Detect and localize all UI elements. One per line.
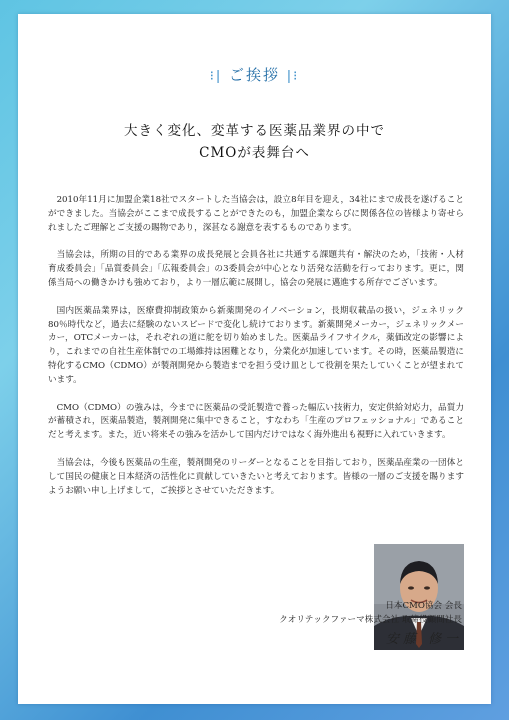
subtitle [18,120,491,164]
signature-title-1: 日本CMO協会 会長 [385,601,462,611]
paragraph-2: 当協会は，所期の目的である業界の成長発展と会員各社に共通する課題共有・解決のため，「技術・人材育成委員会」「品質委員会」「広報委員会」の3委員会が中心となり活発な活動を行っております。更に，関係当局への働きかけも強めており，より一層広範に展開し，協会の発展に邁進する所存でございます。 [48,250,464,288]
paragraph-3: 国内医薬品業界は，医療費抑制政策から新薬開発のイノベーション，長期収載品の扱い，ジェネリック80％時代など，過去に経験のないスピードで変化し続けております。新薬開発メーカー，ジェネリックメーカー，OTCメーカーは，それぞれの道に舵を切り始めました。医薬品ライフサイクル，薬価改定の影響により，これまでの自社生産体制での工場維持は困難となり，分業化が加速しています。その時，医薬品製造に特化するCMO（CDMO）が製剤開発から製造までを担う受け皿として役割を果たしていくことが望まれています。 [48,305,464,385]
signature-title-2: クオリテックファーマ株式会社 取締役顧問社長 [279,615,462,625]
paragraph-4: CMO（CDMO）の強みは，今までに医薬品の受託製造で養った幅広い技術力，安定供給対応力，品質力が蓄積され，医薬品製造，製剤開発に集中できること，すなわち「生産のプロフェッショナル」であることだと考えます。また，近い将来その強みを活かして国内だけではなく海外進出も視野に入れていきます。 [48,402,464,441]
subtitle-line-2: CMOが表舞台へ [199,145,310,161]
heading-title: ご挨拶 [228,66,280,84]
signature-block [279,599,462,647]
signature-name: 安藤 修一 [385,632,462,647]
heading-left-mark: ⁝| [209,69,223,84]
greeting-card [18,14,491,704]
paragraph-5: 当協会は，今後も医薬品の生産，製剤開発のリーダーとなることを目指しており，医薬品産業の一団体として国民の健康と日本経済の活性化に貢献していきたいと考えております。皆様の一層のご支援を賜りますようお願い申し上げまして，ご挨拶とさせていただきます。 [48,457,464,496]
subtitle-line-1: 大きく変化、変革する医薬品業界の中で [124,123,385,139]
body-text [48,194,464,512]
section-heading [18,64,491,85]
heading-right-mark: |⁝ [286,69,300,84]
paragraph-1: 2010年11月に加盟企業18社でスタートした当協会は，設立8年目を迎え，34社にまで成長を遂げることができました。当協会がここまで成長することができたのも，加盟企業ならびに関係各位の皆様より寄せられましたご理解とご支援の賜物であり，深甚なる謝意を表するものであります。 [48,195,464,233]
